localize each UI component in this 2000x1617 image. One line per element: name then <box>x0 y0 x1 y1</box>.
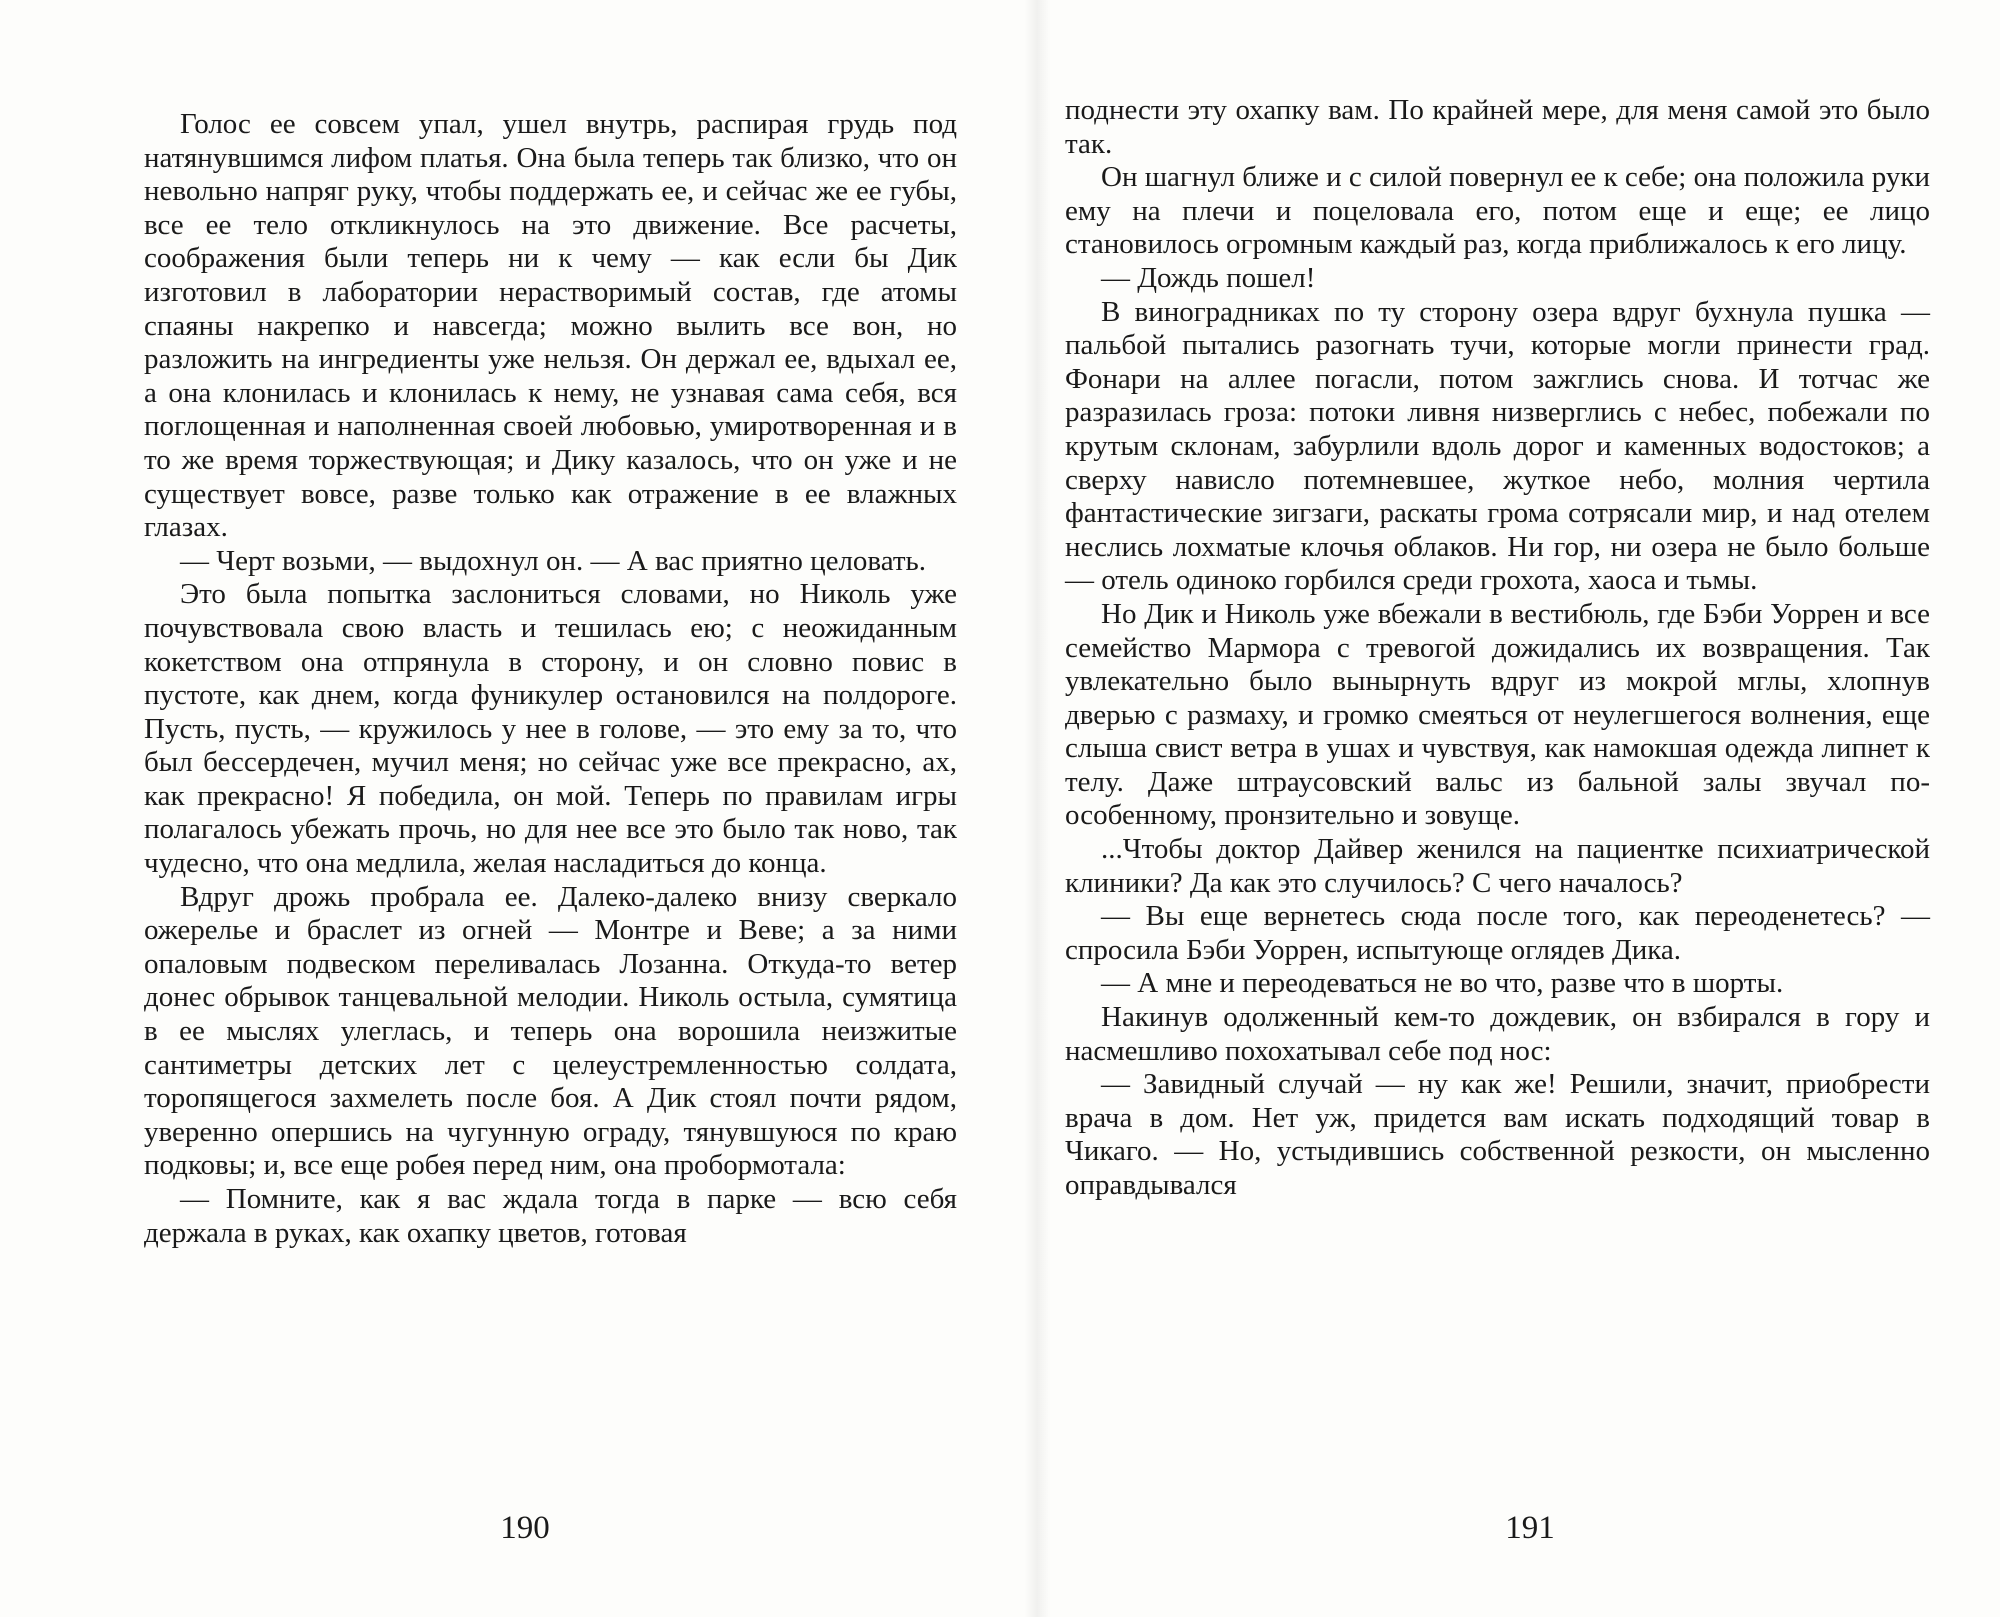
paragraph: В виноградниках по ту сторону озера вдруг бухнула пушка — пальбой пытались разогнать тучи, которые могли принести град. Фонари на аллее погасли, потом зажглись снова. И тотчас же разразилась гроза: потоки ливня низверглись с небес, побежали по крутым склонам, забурлили вдоль дорог и каменных водостоков; а сверху нависло потемневшее, жуткое небо, молния чертила фантастические зигзаги, раскаты грома сотрясали мир, и над отелем неслись лохматые клочья облаков. Ни гор, ни озера не было больше — отель одиноко горбился среди грохота, хаоса и тьмы. <box>1065 295 1930 597</box>
paragraph: Голос ее совсем упал, ушел внутрь, распирая грудь под натянувшимся лифом платья. Она была теперь так близко, что он невольно напряг руку, чтобы поддержать ее, и сейчас же ее губы, все ее тело откликнулось на это движение. Все расчеты, соображения были теперь ни к чему — как если бы Дик изготовил в лаборатории нерастворимый состав, где атомы спаяны накрепко и навсегда; можно вылить все вон, но разложить на ингредиенты уже нельзя. Он держал ее, вдыхал ее, а она клонилась и клонилась к нему, не узнавая сама себя, вся поглощенная и наполненная своей любовью, умиротворенная и в то же время торжествующая; и Дику казалось, что он уже и не существует вовсе, разве только как отражение в ее влажных глазах. <box>144 108 957 544</box>
right-page-text <box>1065 94 1930 1203</box>
paragraph: поднести эту охапку вам. По крайней мере, для меня самой это было так. <box>1065 94 1930 160</box>
paragraph: Вдруг дрожь пробрала ее. Далеко-далеко внизу сверкало ожерелье и браслет из огней — Монтре и Веве; а за ними опаловым подвеском переливалась Лозанна. Откуда-то ветер донес обрывок танцевальной мелодии. Николь остыла, сумятица в ее мыслях улеглась, и теперь она ворошила неизжитые сантиметры детских лет с целеустремленностью солдата, торопящегося захмелеть после боя. А Дик стоял почти рядом, уверенно опершись на чугунную ограду, тянувшуюся по краю подковы; и, все еще робея перед ним, она пробормотала: <box>144 880 957 1182</box>
paragraph: ...Чтобы доктор Дайвер женился на пациентке психиатрической клиники? Да как это случилось? С чего началось? <box>1065 833 1930 899</box>
right-page <box>1050 0 2000 1617</box>
paragraph: Он шагнул ближе и с силой повернул ее к себе; она положила руки ему на плечи и поцеловала его, потом еще и еще; ее лицо становилось огромным каждый раз, когда приближалось к его лицу. <box>1065 161 1930 261</box>
paragraph: Это была попытка заслониться словами, но Николь уже почувствовала свою власть и тешилась ею; с неожиданным кокетством она отпрянула в сторону, и он словно повис в пустоте, как днем, когда фуникулер остановился на полдороге. Пусть, пусть, — кружилось у нее в голове, — это ему за то, что был бессердечен, мучил меня; но сейчас уже все прекрасно, ах, как прекрасно! Я победила, он мой. Теперь по правилам игры полагалось убежать прочь, но для нее все это было так ново, так чудесно, что она медлила, желая насладиться до конца. <box>144 578 957 880</box>
page-number: 190 <box>500 1510 550 1546</box>
book-gutter <box>1024 0 1050 1617</box>
paragraph: — Черт возьми, — выдохнул он. — А вас приятно целовать. <box>180 544 927 577</box>
paragraph: — Дождь пошел! <box>1101 261 1316 294</box>
paragraph: — Завидный случай — ну как же! Решили, значит, приобрести врача в дом. Нет уж, придется вам искать подходящий товар в Чикаго. — Но, устыдившись собственной резкости, он мысленно оправдывался <box>1065 1068 1930 1201</box>
paragraph: — Вы еще вернетесь сюда после того, как переоденетесь? — спросила Бэби Уоррен, испытующе оглядев Дика. <box>1065 900 1930 966</box>
paragraph: Накинув одолженный кем-то дождевик, он взбирался в гору и насмешливо похохатывал себе под нос: <box>1065 1001 1930 1067</box>
page-number: 191 <box>1505 1510 1555 1546</box>
paragraph: Но Дик и Николь уже вбежали в вестибюль, где Бэби Уоррен и все семейство Мармора с тревогой дожидались их возвращения. Так увлекательно было вынырнуть вдруг из мокрой мглы, хлопнув дверью с размаху, и громко смеяться от неулегшегося волнения, еще слыша свист ветра в ушах и чувствуя, как намокшая одежда липнет к телу. Даже штраусовский вальс из бальной залы звучал по-особенному, пронзительно и зовуще. <box>1065 597 1930 832</box>
paragraph: — Помните, как я вас ждала тогда в парке — всю себя держала в руках, как охапку цветов, готовая <box>144 1183 957 1249</box>
paragraph: — А мне и переодеваться не во что, разве что в шорты. <box>1101 967 1784 1000</box>
left-page-text <box>144 108 957 1250</box>
